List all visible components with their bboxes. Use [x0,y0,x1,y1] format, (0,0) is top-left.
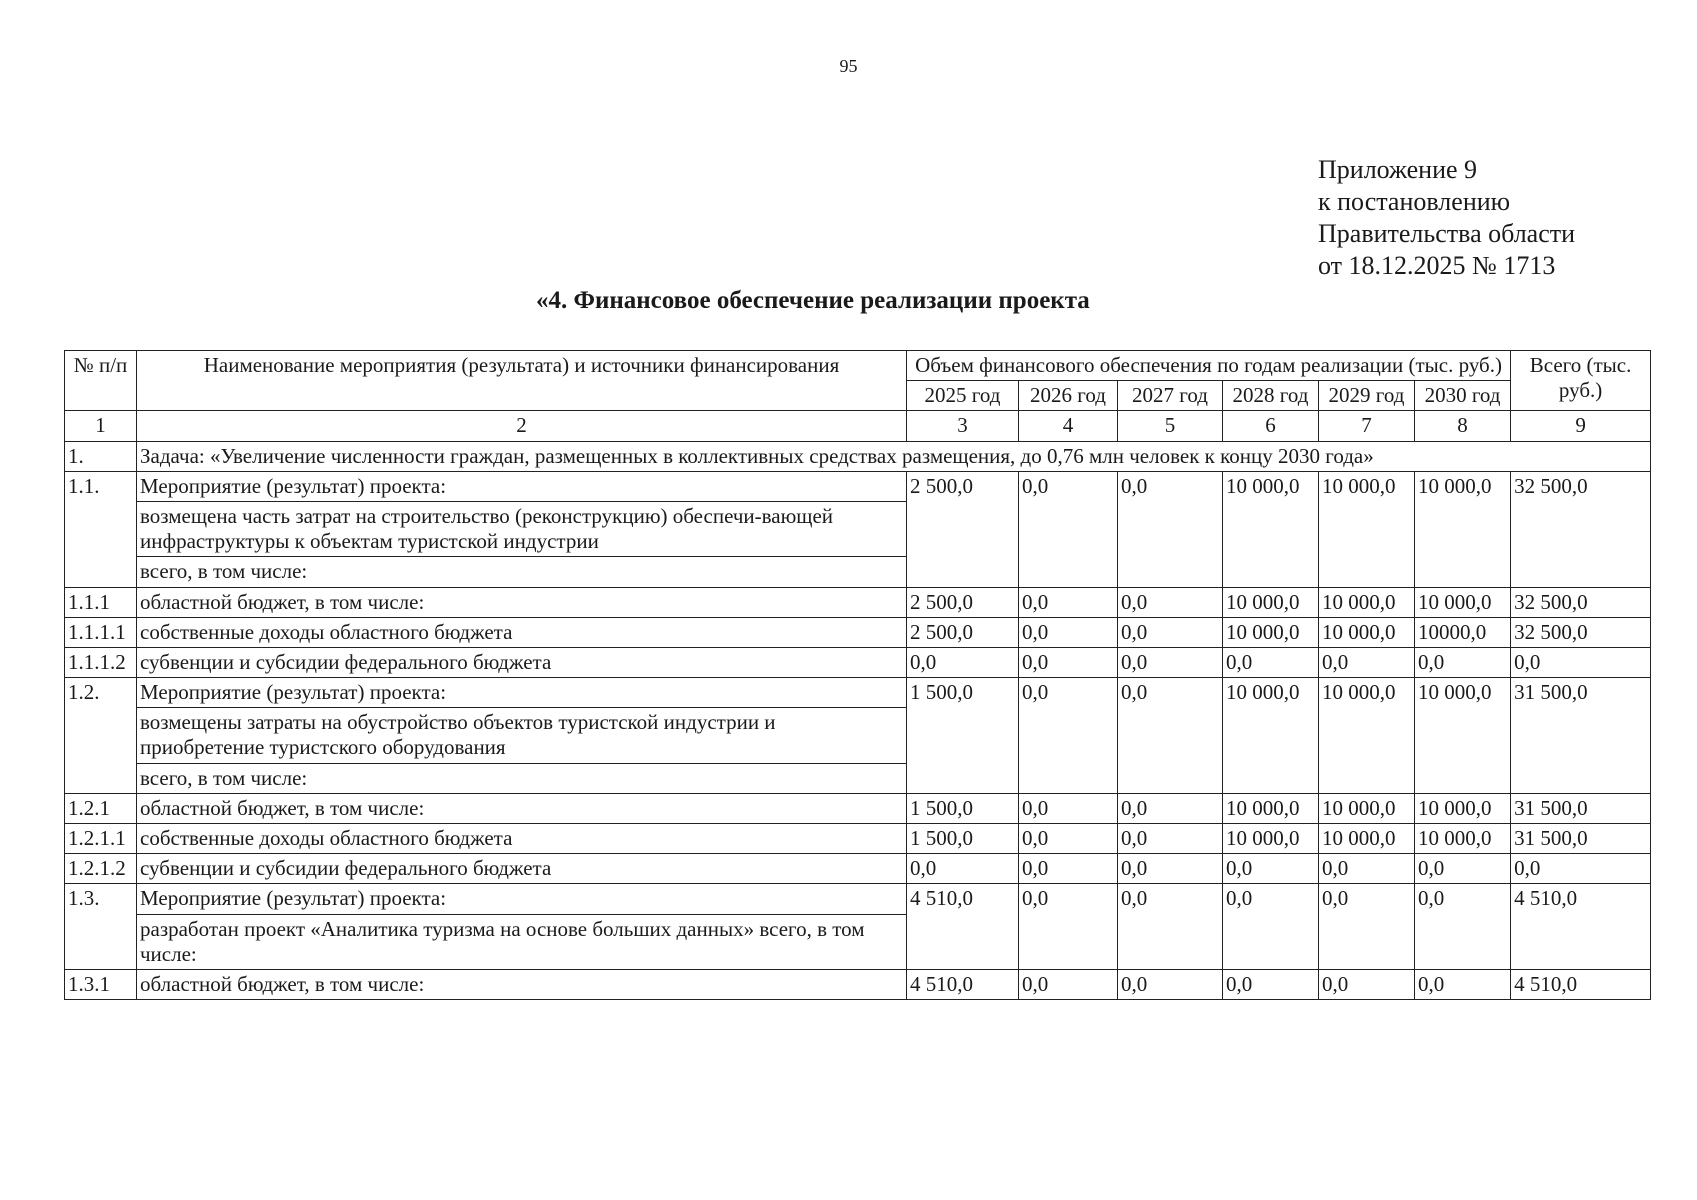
row-number: 1.3.1 [65,969,137,999]
value-cell: 0,0 [1019,854,1118,884]
header-year: 2029 год [1319,381,1415,411]
value-cell: 31 500,0 [1511,824,1651,854]
header-year: 2026 год [1019,381,1118,411]
value-cell: 31 500,0 [1511,678,1651,794]
value-cell: 0,0 [1019,824,1118,854]
value-cell: 0,0 [1019,587,1118,617]
value-cell: 32 500,0 [1511,587,1651,617]
value-cell: 0,0 [1118,854,1223,884]
value-cell: 0,0 [1118,587,1223,617]
value-cell: 0,0 [1319,969,1415,999]
value-cell: 0,0 [1223,854,1319,884]
header-name: Наименование мероприятия (результата) и источники финансирования [137,351,907,411]
task-number: 1. [65,441,137,471]
value-cell: 0,0 [1118,884,1223,970]
measure-label: Мероприятие (результат) проекта: [137,884,907,914]
value-cell: 0,0 [907,647,1019,677]
value-cell: 0,0 [1019,969,1118,999]
table-row [65,824,1651,854]
row-number: 1.2.1.1 [65,824,137,854]
value-cell: 10 000,0 [1415,678,1511,794]
table-row [65,617,1651,647]
measure-description: возмещена часть затрат на строительство (реконструкцию) обеспечи-вающей инфраструктуры к объектам туристской индустрии [137,501,907,556]
value-cell: 10 000,0 [1223,471,1319,587]
measure-description: возмещены затраты на обустройство объектов туристской индустрии и приобретение туристского оборудования [137,708,907,763]
header-year: 2025 год [907,381,1019,411]
value-cell: 0,0 [1223,884,1319,970]
source-label: областной бюджет, в том числе: [137,793,907,823]
value-cell: 0,0 [1118,471,1223,587]
value-cell: 4 510,0 [907,969,1019,999]
column-number: 7 [1319,411,1415,441]
source-label: областной бюджет, в том числе: [137,969,907,999]
value-cell: 1 500,0 [907,678,1019,794]
source-label: субвенции и субсидии федерального бюджета [137,854,907,884]
column-number: 8 [1415,411,1511,441]
table-row [65,854,1651,884]
column-number: 6 [1223,411,1319,441]
column-number: 5 [1118,411,1223,441]
page-number: 95 [839,56,858,76]
table-row [65,471,1651,501]
value-cell: 10 000,0 [1319,471,1415,587]
column-number: 2 [137,411,907,441]
document-title: «4. Финансовое обеспечение реализации проекта [536,287,1090,314]
source-label: субвенции и субсидии федерального бюджета [137,647,907,677]
header-year: 2027 год [1118,381,1223,411]
value-cell: 0,0 [1319,647,1415,677]
source-label: собственные доходы областного бюджета [137,617,907,647]
value-cell: 0,0 [1019,678,1118,794]
header-total: Всего (тыс. руб.) [1511,351,1651,411]
value-cell: 0,0 [907,854,1019,884]
value-cell: 10 000,0 [1319,587,1415,617]
row-number: 1.2. [65,678,137,794]
value-cell: 4 510,0 [1511,884,1651,970]
header-year: 2028 год [1223,381,1319,411]
value-cell: 10000,0 [1415,617,1511,647]
measure-description: разработан проект «Аналитика туризма на основе больших данных» всего, в том числе: [137,914,907,969]
row-number: 1.3. [65,884,137,970]
value-cell: 0,0 [1118,969,1223,999]
row-number: 1.1.1 [65,587,137,617]
value-cell: 0,0 [1511,854,1651,884]
value-cell: 0,0 [1223,647,1319,677]
value-cell: 10 000,0 [1415,587,1511,617]
value-cell: 4 510,0 [1511,969,1651,999]
value-cell: 10 000,0 [1223,617,1319,647]
value-cell: 32 500,0 [1511,471,1651,587]
measure-label: Мероприятие (результат) проекта: [137,471,907,501]
row-number: 1.2.1.2 [65,854,137,884]
header-year: 2030 год [1415,381,1511,411]
row-number: 1.1.1.1 [65,617,137,647]
value-cell: 0,0 [1019,793,1118,823]
financing-table [64,350,1651,1000]
value-cell: 10 000,0 [1319,793,1415,823]
table-row [65,969,1651,999]
appendix-line: к постановлению [1318,187,1511,216]
column-number: 3 [907,411,1019,441]
measure-subtotal: всего, в том числе: [137,557,907,587]
value-cell: 10 000,0 [1223,824,1319,854]
value-cell: 10 000,0 [1223,678,1319,794]
value-cell: 0,0 [1415,884,1511,970]
value-cell: 0,0 [1511,647,1651,677]
value-cell: 0,0 [1223,969,1319,999]
value-cell: 2 500,0 [907,471,1019,587]
value-cell: 1 500,0 [907,793,1019,823]
source-label: собственные доходы областного бюджета [137,824,907,854]
value-cell: 0,0 [1118,793,1223,823]
value-cell: 0,0 [1415,647,1511,677]
value-cell: 0,0 [1118,617,1223,647]
value-cell: 0,0 [1118,647,1223,677]
row-number: 1.1.1.2 [65,647,137,677]
value-cell: 0,0 [1019,471,1118,587]
value-cell: 0,0 [1019,647,1118,677]
value-cell: 10 000,0 [1415,824,1511,854]
value-cell: 1 500,0 [907,824,1019,854]
value-cell: 2 500,0 [907,617,1019,647]
row-number: 1.2.1 [65,793,137,823]
value-cell: 10 000,0 [1223,793,1319,823]
value-cell: 31 500,0 [1511,793,1651,823]
value-cell: 2 500,0 [907,587,1019,617]
value-cell: 10 000,0 [1223,587,1319,617]
column-number: 9 [1511,411,1651,441]
table-row [65,884,1651,914]
value-cell: 4 510,0 [907,884,1019,970]
value-cell: 10 000,0 [1319,824,1415,854]
table-row [65,647,1651,677]
header-volume: Объем финансового обеспечения по годам реализации (тыс. руб.) [907,351,1511,381]
row-number: 1.1. [65,471,137,587]
value-cell: 10 000,0 [1415,471,1511,587]
value-cell: 0,0 [1415,969,1511,999]
value-cell: 32 500,0 [1511,617,1651,647]
value-cell: 0,0 [1319,884,1415,970]
value-cell: 0,0 [1415,854,1511,884]
task-text: Задача: «Увеличение численности граждан, размещенных в коллективных средствах размещения, до 0,76 млн человек к концу 2030 года» [137,441,1651,471]
header-num: № п/п [65,351,137,411]
value-cell: 10 000,0 [1319,617,1415,647]
table-row [65,793,1651,823]
table-row [65,678,1651,708]
appendix-line: от 18.12.2025 № 1713 [1318,251,1556,280]
value-cell: 0,0 [1118,678,1223,794]
measure-subtotal: всего, в том числе: [137,763,907,793]
appendix-line: Приложение 9 [1318,155,1478,184]
column-number: 4 [1019,411,1118,441]
source-label: областной бюджет, в том числе: [137,587,907,617]
value-cell: 0,0 [1019,884,1118,970]
appendix-line: Правительства области [1318,219,1576,248]
value-cell: 0,0 [1118,824,1223,854]
value-cell: 0,0 [1319,854,1415,884]
value-cell: 10 000,0 [1319,678,1415,794]
value-cell: 10 000,0 [1415,793,1511,823]
appendix-block [1318,154,1575,282]
table-row [65,587,1651,617]
measure-label: Мероприятие (результат) проекта: [137,678,907,708]
column-number: 1 [65,411,137,441]
value-cell: 0,0 [1019,617,1118,647]
